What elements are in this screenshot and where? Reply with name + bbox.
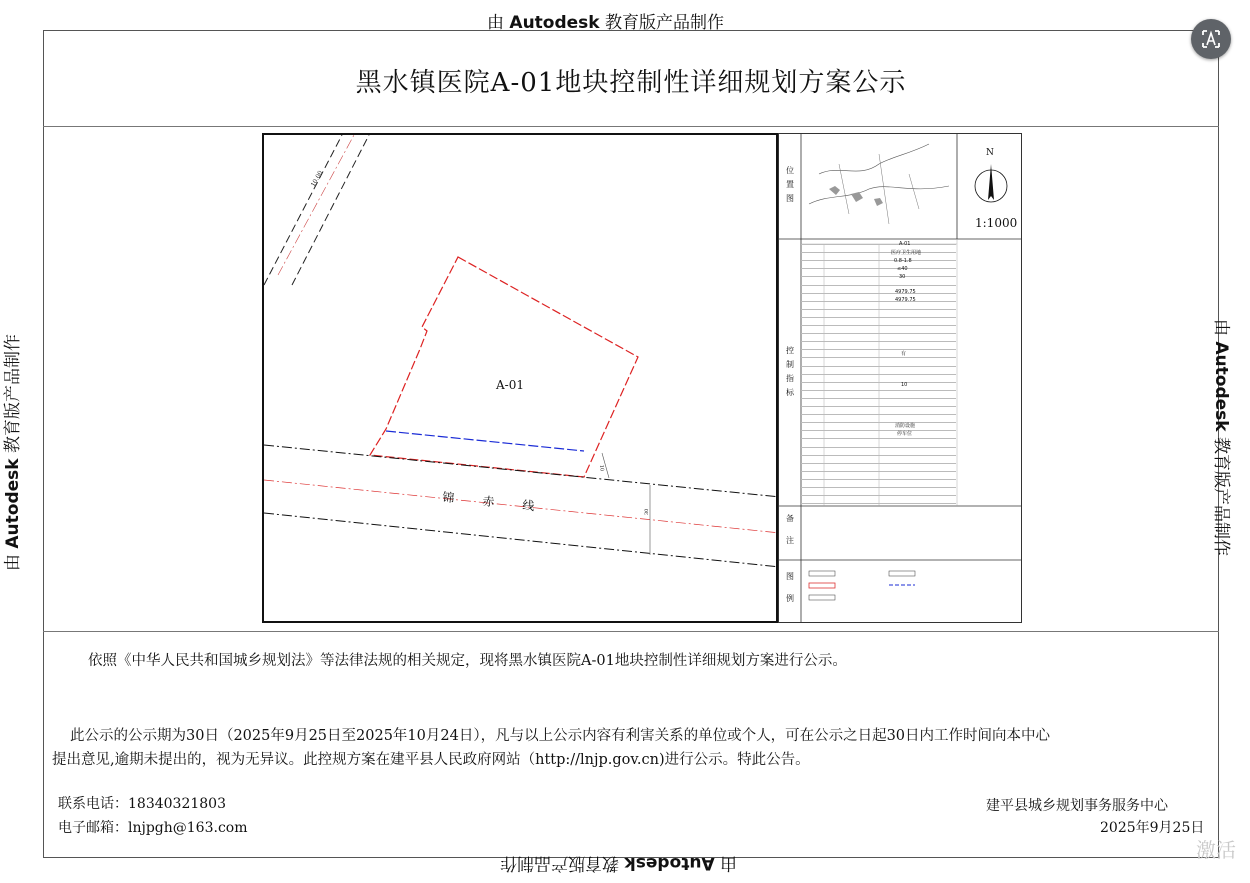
table-row-line [801, 357, 956, 358]
road-name-2: 赤 [481, 494, 496, 510]
table-row-line [801, 301, 956, 302]
table-row-line [801, 285, 956, 286]
watermark-right: 由 Autodesk 教育版产品制作 [1211, 318, 1232, 557]
location-label: 位 置 图 [786, 166, 794, 203]
table-row-line [801, 398, 956, 399]
tbl-facility1: 消防设施 [895, 423, 916, 429]
table-row-line [801, 244, 956, 245]
north-arrow-icon [973, 160, 1009, 210]
parcel-label: A-01 [496, 378, 524, 392]
contact-email: 电子邮箱：lnjpgh@163.com [58, 820, 248, 836]
notice-divider [43, 631, 1219, 632]
table-row-line [801, 276, 956, 277]
tbl-setback: 10 [901, 382, 908, 388]
table-row-line [801, 422, 956, 423]
table-row-line [801, 349, 956, 350]
table-row-line [801, 309, 956, 310]
info-panel [778, 133, 1022, 623]
table-row-line [801, 487, 956, 488]
notice-date: 2025年9月25日 [1100, 820, 1205, 836]
notice-paragraph-1: 依照《中华人民共和国城乡规划法》等法律法规的相关规定，现将黑水镇医院A-01地块控制性详细规划方案进行公示。 [88, 653, 847, 669]
title-divider [43, 126, 1219, 127]
contact-phone: 联系电话：18340321803 [58, 796, 226, 812]
table-row-line [801, 447, 956, 448]
table-row-line [801, 268, 956, 269]
floating-action-button[interactable] [1191, 19, 1231, 59]
tbl-area2: 4979.75 [895, 297, 916, 303]
activate-overlay-text: 激活 [1196, 838, 1236, 862]
table-row-line [801, 341, 956, 342]
watermark-top: 由 Autodesk 教育版产品制作 [487, 13, 725, 33]
site-plan-drawing [264, 135, 778, 623]
tbl-facility2: 停车位 [897, 431, 913, 437]
table-row-line [801, 390, 956, 391]
page-title: 黑水镇医院A-01地块控制性详细规划方案公示 [355, 68, 907, 98]
translate-icon [1191, 19, 1231, 59]
table-row-line [801, 455, 956, 456]
table-row-line [801, 438, 956, 439]
table-row-line [801, 503, 956, 504]
tbl-use: 医疗卫生用地 [891, 250, 922, 256]
tbl-greening: 30 [899, 274, 906, 280]
site-plan-map [262, 133, 778, 623]
table-row-line [801, 317, 956, 318]
table-row-line [801, 293, 956, 294]
notice-paragraph-2-line-2: 提出意见,逾期未提出的，视为无异议。此控规方案在建平县人民政府网站（http://lnjp.gov.cn)进行公示。特此公告。 [52, 752, 810, 768]
table-row-line [801, 325, 956, 326]
road-width-dim: 30 [644, 508, 650, 515]
notice-paragraph-2-line-1: 此公示的公示期为30日（2025年9月25日至2025年10月24日），凡与以上公示内容有利害关系的单位或个人，可在公示之日起30日内工作时间向本中心 [70, 728, 1051, 744]
table-row-line [801, 333, 956, 334]
table-row-line [801, 495, 956, 496]
table-row-line [801, 479, 956, 480]
table-row-line [801, 406, 956, 407]
control-label: 控 制 指 标 [786, 346, 794, 397]
table-row-line [801, 374, 956, 375]
issuing-org: 建平县城乡规划事务服务中心 [986, 798, 1168, 814]
road-name-1: 锦 [441, 490, 456, 506]
watermark-left: 由 Autodesk 教育版产品制作 [3, 333, 24, 572]
tbl-area1: 4979.75 [895, 289, 916, 295]
table-row-line [801, 471, 956, 472]
table-row-line [801, 382, 956, 383]
table-row-line [801, 463, 956, 464]
table-row-line [801, 414, 956, 415]
table-row-line [801, 260, 956, 261]
notes-label: 备 注 [786, 514, 794, 545]
road-name-3: 线 [521, 498, 536, 514]
table-row-line [801, 366, 956, 367]
map-scale: 1:1000 [975, 216, 1018, 230]
legend-label: 图 例 [786, 572, 794, 603]
diag-road-dim: 10.00 [309, 169, 325, 188]
north-letter: N [986, 148, 994, 158]
tbl-code: A-01 [899, 241, 911, 247]
table-row-line [801, 252, 956, 253]
table-row-line [801, 430, 956, 431]
tbl-far: 0.8-1.8 [894, 258, 912, 264]
tbl-height: ≤40 [897, 266, 908, 272]
setback-dim: 10 [598, 464, 605, 472]
tbl-parking: 有 [901, 351, 907, 357]
watermark-bottom: 由 Autodesk 教育版产品制作 [500, 853, 738, 873]
